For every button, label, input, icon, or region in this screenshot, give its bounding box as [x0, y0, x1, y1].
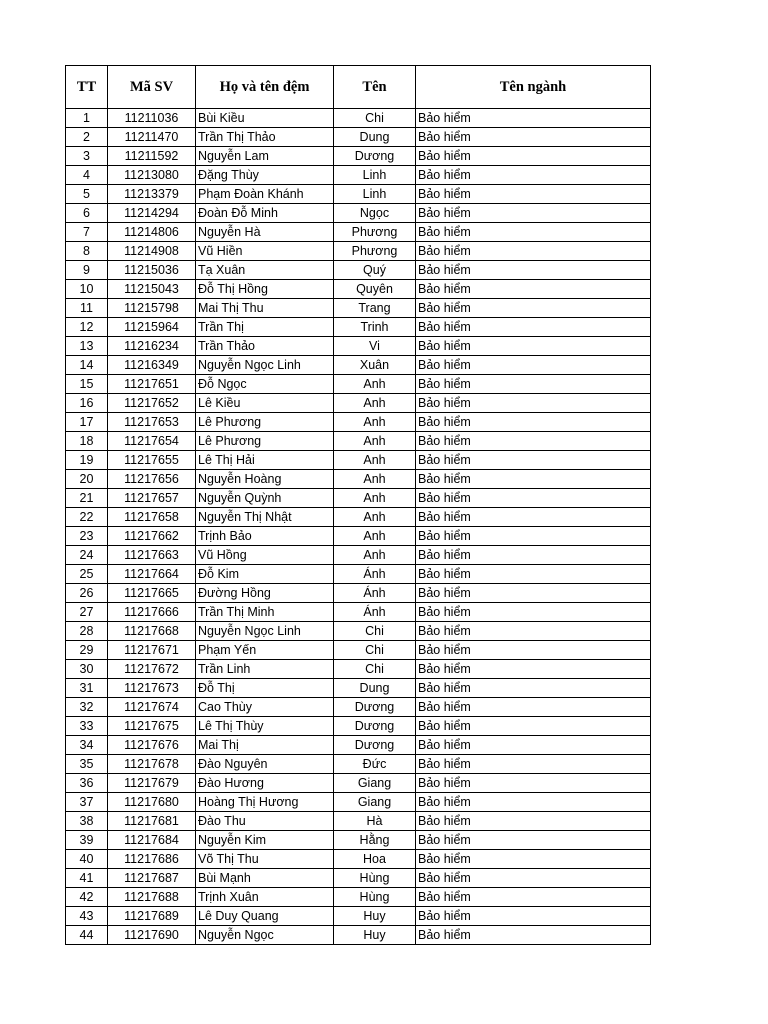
table-row: [66, 546, 651, 565]
student-table: [65, 65, 651, 945]
table-row: [66, 394, 651, 413]
cell-major: Bảo hiểm: [416, 736, 651, 755]
cell-tt: 31: [66, 679, 108, 698]
cell-major: Bảo hiểm: [416, 641, 651, 660]
cell-first-name: Dương: [334, 698, 416, 717]
cell-last-middle-name: Nguyễn Kim: [196, 831, 334, 850]
cell-major: Bảo hiểm: [416, 603, 651, 622]
cell-last-middle-name: Phạm Yến: [196, 641, 334, 660]
table-row: [66, 128, 651, 147]
cell-tt: 33: [66, 717, 108, 736]
table-row: [66, 508, 651, 527]
header-tt: TT: [66, 66, 108, 109]
cell-first-name: Dương: [334, 147, 416, 166]
cell-tt: 30: [66, 660, 108, 679]
table-row: [66, 147, 651, 166]
cell-last-middle-name: Nguyễn Ngọc Linh: [196, 622, 334, 641]
table-row: [66, 185, 651, 204]
cell-last-middle-name: Đoàn Đỗ Minh: [196, 204, 334, 223]
cell-last-middle-name: Bùi Kiều: [196, 109, 334, 128]
cell-student-id: 11217684: [108, 831, 196, 850]
cell-major: Bảo hiểm: [416, 660, 651, 679]
cell-last-middle-name: Võ Thị Thu: [196, 850, 334, 869]
cell-first-name: Ánh: [334, 584, 416, 603]
cell-first-name: Dương: [334, 717, 416, 736]
table-row: [66, 641, 651, 660]
cell-first-name: Anh: [334, 432, 416, 451]
cell-last-middle-name: Đỗ Thị Hồng: [196, 280, 334, 299]
cell-student-id: 11217658: [108, 508, 196, 527]
cell-tt: 40: [66, 850, 108, 869]
cell-tt: 5: [66, 185, 108, 204]
table-row: [66, 527, 651, 546]
cell-first-name: Huy: [334, 907, 416, 926]
cell-first-name: Dung: [334, 128, 416, 147]
cell-tt: 32: [66, 698, 108, 717]
cell-first-name: Huy: [334, 926, 416, 945]
cell-student-id: 11217651: [108, 375, 196, 394]
table-row: [66, 261, 651, 280]
cell-first-name: Phương: [334, 242, 416, 261]
cell-student-id: 11217680: [108, 793, 196, 812]
cell-tt: 7: [66, 223, 108, 242]
cell-first-name: Trinh: [334, 318, 416, 337]
cell-tt: 22: [66, 508, 108, 527]
cell-major: Bảo hiểm: [416, 812, 651, 831]
cell-major: Bảo hiểm: [416, 546, 651, 565]
cell-tt: 39: [66, 831, 108, 850]
cell-last-middle-name: Đào Thu: [196, 812, 334, 831]
table-row: [66, 565, 651, 584]
cell-student-id: 11213080: [108, 166, 196, 185]
cell-first-name: Xuân: [334, 356, 416, 375]
cell-student-id: 11217688: [108, 888, 196, 907]
cell-first-name: Anh: [334, 508, 416, 527]
table-row: [66, 242, 651, 261]
cell-last-middle-name: Trịnh Xuân: [196, 888, 334, 907]
cell-major: Bảo hiểm: [416, 356, 651, 375]
table-row: [66, 736, 651, 755]
cell-tt: 3: [66, 147, 108, 166]
table-row: [66, 660, 651, 679]
cell-first-name: Anh: [334, 546, 416, 565]
header-last-middle-name: Họ và tên đệm: [196, 66, 334, 109]
cell-student-id: 11211036: [108, 109, 196, 128]
cell-major: Bảo hiểm: [416, 755, 651, 774]
cell-tt: 11: [66, 299, 108, 318]
cell-student-id: 11216349: [108, 356, 196, 375]
cell-last-middle-name: Vũ Hồng: [196, 546, 334, 565]
cell-tt: 44: [66, 926, 108, 945]
cell-student-id: 11215798: [108, 299, 196, 318]
cell-major: Bảo hiểm: [416, 527, 651, 546]
cell-student-id: 11217674: [108, 698, 196, 717]
cell-last-middle-name: Đào Nguyên: [196, 755, 334, 774]
cell-student-id: 11217672: [108, 660, 196, 679]
cell-tt: 18: [66, 432, 108, 451]
table-row: [66, 413, 651, 432]
table-row: [66, 888, 651, 907]
cell-last-middle-name: Mai Thị Thu: [196, 299, 334, 318]
cell-last-middle-name: Lê Kiều: [196, 394, 334, 413]
cell-major: Bảo hiểm: [416, 337, 651, 356]
cell-last-middle-name: Nguyễn Hoàng: [196, 470, 334, 489]
cell-first-name: Anh: [334, 375, 416, 394]
cell-last-middle-name: Nguyễn Lam: [196, 147, 334, 166]
cell-major: Bảo hiểm: [416, 394, 651, 413]
cell-last-middle-name: Trần Thị Thảo: [196, 128, 334, 147]
table-row: [66, 755, 651, 774]
table-row: [66, 679, 651, 698]
table-row: [66, 109, 651, 128]
cell-major: Bảo hiểm: [416, 584, 651, 603]
cell-first-name: Vi: [334, 337, 416, 356]
cell-first-name: Anh: [334, 451, 416, 470]
cell-last-middle-name: Trần Thị: [196, 318, 334, 337]
cell-first-name: Chi: [334, 109, 416, 128]
cell-major: Bảo hiểm: [416, 147, 651, 166]
cell-tt: 28: [66, 622, 108, 641]
cell-student-id: 11217668: [108, 622, 196, 641]
cell-tt: 2: [66, 128, 108, 147]
cell-student-id: 11217656: [108, 470, 196, 489]
cell-last-middle-name: Trịnh Bảo: [196, 527, 334, 546]
cell-student-id: 11217689: [108, 907, 196, 926]
cell-first-name: Trang: [334, 299, 416, 318]
cell-tt: 25: [66, 565, 108, 584]
cell-major: Bảo hiểm: [416, 850, 651, 869]
table-row: [66, 926, 651, 945]
table-row: [66, 223, 651, 242]
cell-major: Bảo hiểm: [416, 280, 651, 299]
cell-last-middle-name: Trần Linh: [196, 660, 334, 679]
cell-student-id: 11217673: [108, 679, 196, 698]
cell-student-id: 11217662: [108, 527, 196, 546]
cell-first-name: Chi: [334, 622, 416, 641]
cell-first-name: Dương: [334, 736, 416, 755]
cell-first-name: Dung: [334, 679, 416, 698]
cell-first-name: Hà: [334, 812, 416, 831]
cell-first-name: Giang: [334, 793, 416, 812]
cell-first-name: Anh: [334, 413, 416, 432]
cell-student-id: 11217690: [108, 926, 196, 945]
cell-major: Bảo hiểm: [416, 508, 651, 527]
cell-last-middle-name: Lê Thị Thùy: [196, 717, 334, 736]
cell-student-id: 11217653: [108, 413, 196, 432]
cell-major: Bảo hiểm: [416, 774, 651, 793]
cell-student-id: 11217679: [108, 774, 196, 793]
cell-student-id: 11217681: [108, 812, 196, 831]
cell-last-middle-name: Đỗ Thị: [196, 679, 334, 698]
table-row: [66, 850, 651, 869]
cell-tt: 36: [66, 774, 108, 793]
cell-first-name: Ánh: [334, 565, 416, 584]
cell-last-middle-name: Bùi Mạnh: [196, 869, 334, 888]
cell-major: Bảo hiểm: [416, 717, 651, 736]
cell-first-name: Anh: [334, 527, 416, 546]
cell-first-name: Hùng: [334, 869, 416, 888]
table-row: [66, 318, 651, 337]
cell-first-name: Linh: [334, 166, 416, 185]
table-row: [66, 793, 651, 812]
cell-tt: 34: [66, 736, 108, 755]
cell-first-name: Đức: [334, 755, 416, 774]
cell-student-id: 11217686: [108, 850, 196, 869]
cell-tt: 12: [66, 318, 108, 337]
cell-tt: 21: [66, 489, 108, 508]
cell-student-id: 11217657: [108, 489, 196, 508]
cell-major: Bảo hiểm: [416, 831, 651, 850]
cell-major: Bảo hiểm: [416, 261, 651, 280]
cell-last-middle-name: Mai Thị: [196, 736, 334, 755]
cell-tt: 27: [66, 603, 108, 622]
cell-major: Bảo hiểm: [416, 128, 651, 147]
cell-student-id: 11217678: [108, 755, 196, 774]
cell-tt: 38: [66, 812, 108, 831]
cell-first-name: Hoa: [334, 850, 416, 869]
cell-last-middle-name: Nguyễn Hà: [196, 223, 334, 242]
cell-tt: 26: [66, 584, 108, 603]
cell-major: Bảo hiểm: [416, 413, 651, 432]
cell-student-id: 11214908: [108, 242, 196, 261]
cell-major: Bảo hiểm: [416, 185, 651, 204]
cell-major: Bảo hiểm: [416, 166, 651, 185]
cell-major: Bảo hiểm: [416, 565, 651, 584]
cell-major: Bảo hiểm: [416, 869, 651, 888]
cell-student-id: 11214806: [108, 223, 196, 242]
cell-student-id: 11217664: [108, 565, 196, 584]
cell-first-name: Linh: [334, 185, 416, 204]
cell-last-middle-name: Lê Phương: [196, 432, 334, 451]
cell-last-middle-name: Đặng Thùy: [196, 166, 334, 185]
table-row: [66, 869, 651, 888]
cell-student-id: 11217665: [108, 584, 196, 603]
cell-tt: 16: [66, 394, 108, 413]
cell-major: Bảo hiểm: [416, 907, 651, 926]
cell-student-id: 11217666: [108, 603, 196, 622]
cell-tt: 43: [66, 907, 108, 926]
header-major: Tên ngành: [416, 66, 651, 109]
table-row: [66, 717, 651, 736]
cell-first-name: Quý: [334, 261, 416, 280]
cell-student-id: 11217675: [108, 717, 196, 736]
cell-tt: 13: [66, 337, 108, 356]
cell-student-id: 11217663: [108, 546, 196, 565]
cell-first-name: Giang: [334, 774, 416, 793]
cell-last-middle-name: Lê Phương: [196, 413, 334, 432]
cell-student-id: 11217671: [108, 641, 196, 660]
cell-first-name: Phương: [334, 223, 416, 242]
cell-student-id: 11217655: [108, 451, 196, 470]
cell-student-id: 11215036: [108, 261, 196, 280]
cell-major: Bảo hiểm: [416, 432, 651, 451]
cell-last-middle-name: Phạm Đoàn Khánh: [196, 185, 334, 204]
table-row: [66, 489, 651, 508]
table-row: [66, 603, 651, 622]
cell-student-id: 11215964: [108, 318, 196, 337]
cell-major: Bảo hiểm: [416, 926, 651, 945]
cell-tt: 37: [66, 793, 108, 812]
cell-major: Bảo hiểm: [416, 318, 651, 337]
cell-tt: 23: [66, 527, 108, 546]
cell-tt: 29: [66, 641, 108, 660]
table-row: [66, 375, 651, 394]
cell-last-middle-name: Lê Thị Hải: [196, 451, 334, 470]
cell-last-middle-name: Nguyễn Ngọc Linh: [196, 356, 334, 375]
cell-last-middle-name: Nguyễn Ngọc: [196, 926, 334, 945]
cell-tt: 14: [66, 356, 108, 375]
table-row: [66, 622, 651, 641]
cell-tt: 9: [66, 261, 108, 280]
table-row: [66, 451, 651, 470]
cell-last-middle-name: Cao Thùy: [196, 698, 334, 717]
table-row: [66, 831, 651, 850]
cell-first-name: Quyên: [334, 280, 416, 299]
cell-major: Bảo hiểm: [416, 679, 651, 698]
cell-first-name: Anh: [334, 489, 416, 508]
cell-tt: 19: [66, 451, 108, 470]
table-row: [66, 299, 651, 318]
cell-student-id: 11211470: [108, 128, 196, 147]
cell-tt: 42: [66, 888, 108, 907]
cell-tt: 24: [66, 546, 108, 565]
table-row: [66, 356, 651, 375]
cell-tt: 17: [66, 413, 108, 432]
cell-last-middle-name: Đường Hồng: [196, 584, 334, 603]
cell-major: Bảo hiểm: [416, 299, 651, 318]
cell-tt: 4: [66, 166, 108, 185]
cell-tt: 8: [66, 242, 108, 261]
cell-tt: 20: [66, 470, 108, 489]
cell-last-middle-name: Đỗ Ngọc: [196, 375, 334, 394]
cell-major: Bảo hiểm: [416, 698, 651, 717]
table-row: [66, 774, 651, 793]
cell-major: Bảo hiểm: [416, 489, 651, 508]
header-student-id: Mã SV: [108, 66, 196, 109]
cell-first-name: Anh: [334, 394, 416, 413]
cell-last-middle-name: Trần Thị Minh: [196, 603, 334, 622]
cell-last-middle-name: Nguyễn Thị Nhật: [196, 508, 334, 527]
cell-first-name: Hằng: [334, 831, 416, 850]
table-row: [66, 584, 651, 603]
table-row: [66, 470, 651, 489]
cell-tt: 10: [66, 280, 108, 299]
cell-tt: 6: [66, 204, 108, 223]
cell-major: Bảo hiểm: [416, 793, 651, 812]
cell-last-middle-name: Đào Hương: [196, 774, 334, 793]
cell-student-id: 11217652: [108, 394, 196, 413]
cell-first-name: Anh: [334, 470, 416, 489]
cell-last-middle-name: Đỗ Kim: [196, 565, 334, 584]
cell-student-id: 11214294: [108, 204, 196, 223]
cell-major: Bảo hiểm: [416, 223, 651, 242]
header-row: [66, 66, 651, 109]
table-row: [66, 907, 651, 926]
table-row: [66, 698, 651, 717]
cell-last-middle-name: Vũ Hiền: [196, 242, 334, 261]
cell-major: Bảo hiểm: [416, 622, 651, 641]
cell-first-name: Ánh: [334, 603, 416, 622]
cell-tt: 15: [66, 375, 108, 394]
cell-student-id: 11213379: [108, 185, 196, 204]
cell-major: Bảo hiểm: [416, 109, 651, 128]
cell-student-id: 11217676: [108, 736, 196, 755]
cell-last-middle-name: Hoàng Thị Hương: [196, 793, 334, 812]
table-row: [66, 166, 651, 185]
cell-major: Bảo hiểm: [416, 451, 651, 470]
header-first-name: Tên: [334, 66, 416, 109]
cell-student-id: 11216234: [108, 337, 196, 356]
cell-last-middle-name: Trần Thảo: [196, 337, 334, 356]
table-row: [66, 280, 651, 299]
cell-student-id: 11215043: [108, 280, 196, 299]
cell-student-id: 11217654: [108, 432, 196, 451]
cell-student-id: 11211592: [108, 147, 196, 166]
cell-first-name: Ngọc: [334, 204, 416, 223]
cell-tt: 35: [66, 755, 108, 774]
cell-last-middle-name: Lê Duy Quang: [196, 907, 334, 926]
table-body: [66, 109, 651, 945]
table-row: [66, 812, 651, 831]
cell-tt: 41: [66, 869, 108, 888]
table-row: [66, 337, 651, 356]
cell-student-id: 11217687: [108, 869, 196, 888]
cell-major: Bảo hiểm: [416, 204, 651, 223]
cell-first-name: Hùng: [334, 888, 416, 907]
table-row: [66, 432, 651, 451]
cell-major: Bảo hiểm: [416, 470, 651, 489]
table-row: [66, 204, 651, 223]
cell-last-middle-name: Nguyễn Quỳnh: [196, 489, 334, 508]
cell-major: Bảo hiểm: [416, 888, 651, 907]
cell-major: Bảo hiểm: [416, 375, 651, 394]
cell-first-name: Chi: [334, 641, 416, 660]
cell-major: Bảo hiểm: [416, 242, 651, 261]
cell-tt: 1: [66, 109, 108, 128]
cell-last-middle-name: Tạ Xuân: [196, 261, 334, 280]
cell-first-name: Chi: [334, 660, 416, 679]
